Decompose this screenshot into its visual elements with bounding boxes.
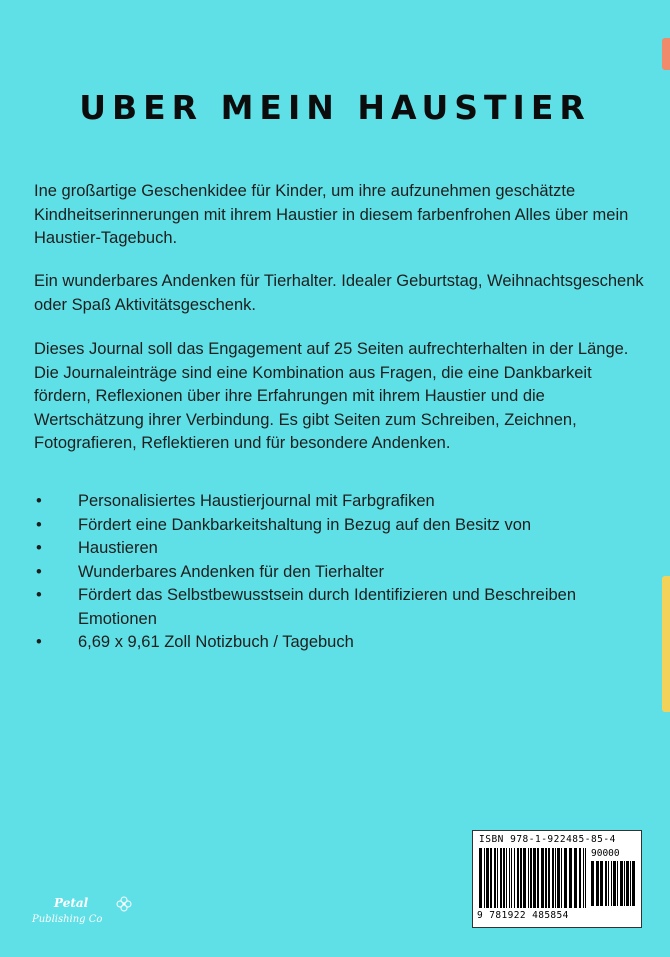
page-title: UBER MEIN HAUSTIER [79, 88, 591, 127]
list-item-text: Wunderbares Andenken für den Tierhalter [78, 562, 385, 581]
barcode-stripe [555, 848, 556, 908]
list-item [34, 631, 644, 655]
barcode-stripe [630, 861, 631, 906]
barcode-stripe [574, 848, 577, 908]
barcode-stripe [585, 848, 586, 908]
barcode-stripe [523, 848, 526, 908]
barcode-stripe [490, 848, 492, 908]
bullet-icon: • [36, 562, 42, 581]
barcode-stripe [613, 861, 616, 906]
publisher-subname: Publishing Co [32, 914, 103, 925]
bullet-icon: • [36, 515, 42, 534]
barcode-stripe [545, 848, 547, 908]
decorative-tab-bottom [662, 576, 670, 712]
flower-icon [116, 896, 132, 912]
barcode-stripe [509, 848, 510, 908]
barcode-stripe [503, 848, 505, 908]
barcode-stripe [497, 848, 498, 908]
addon-code: 90000 [591, 848, 620, 859]
bullet-icon: • [36, 633, 42, 651]
barcode-stripe [494, 848, 496, 908]
addon-barcode-bars [591, 861, 635, 908]
barcode-stripe [500, 848, 502, 908]
list-item-text: Haustieren [78, 539, 158, 557]
barcode-stripe [479, 848, 482, 908]
intro-paragraph: Ine großartige Geschenkidee für Kinder, um ihre aufzunehmen geschätzte Kindheitserinnerungen mit ihrem Haustier in diesem farbenfrohen Alles über mein Haustier-Tagebuch. [34, 182, 629, 247]
decorative-tab-top [662, 38, 670, 70]
barcode-stripe [537, 848, 539, 908]
barcode-stripe [528, 848, 529, 908]
barcode-stripe [517, 848, 519, 908]
list-item-text: Fördert eine Dankbarkeitshaltung in Bezug auf den Besitz von [78, 515, 532, 534]
list-item-text: Personalisiertes Haustierjournal mit Farbgrafiken [78, 492, 435, 510]
barcode-stripe [583, 848, 584, 908]
barcode-stripe [600, 861, 603, 906]
barcode-stripe [548, 848, 550, 908]
description-paragraph: Dieses Journal soll das Engagement auf 25 Seiten aufrechterhalten in der Länge. Die Journaleinträge sind eine Kombination aus Fragen, die eine Dankbarkeit fördern, Reflexionen über ihre Erfahrungen mit ihrem Haustier und die Wertschätzung ihrer Verbindung. Es gibt Seiten zum Schreiben, Zeichnen, Fotografieren, Reflektieren und für besondere Andenken. [34, 340, 629, 452]
bullet-icon: • [36, 492, 42, 510]
barcode-stripe [486, 848, 489, 908]
list-item [34, 490, 644, 514]
keepsake-paragraph: Ein wunderbares Andenken für Tierhalter. Idealer Geburtstag, Weihnachtsgeschenk oder Spaß Aktivitätsgeschenk. [34, 272, 644, 314]
barcode-stripe [520, 848, 522, 908]
barcode-stripe [632, 861, 635, 906]
barcode-stripe [608, 861, 609, 906]
barcode-stripe [511, 848, 512, 908]
barcode-stripe [617, 861, 618, 906]
barcode-stripe [611, 861, 612, 906]
barcode-stripe [514, 848, 515, 908]
publisher-logo [30, 894, 140, 938]
barcode-stripe [541, 848, 544, 908]
barcode-stripe [557, 848, 560, 908]
list-item-text: 6,69 x 9,61 Zoll Notizbuch / Tagebuch [78, 633, 354, 651]
list-item [34, 584, 644, 631]
barcode-bars [479, 848, 587, 912]
list-item [34, 561, 644, 585]
barcode-stripe [564, 848, 567, 908]
list-item-text: Fördert das Selbstbewusstsein durch Identifizieren und Beschreiben Emotionen [78, 586, 577, 628]
barcode-stripe [506, 848, 507, 908]
barcode-stripe [484, 848, 485, 908]
bullet-icon: • [36, 586, 42, 604]
barcode-stripe [530, 848, 532, 908]
barcode-stripe [533, 848, 536, 908]
list-item [34, 514, 644, 538]
barcode-stripe [620, 861, 623, 906]
barcode-stripe [552, 848, 554, 908]
isbn-text: ISBN 978-1-922485-85-4 [479, 834, 616, 845]
barcode-stripe [605, 861, 607, 906]
barcode-stripe [569, 848, 572, 908]
barcode-stripe [626, 861, 629, 906]
publisher-name: Petal [54, 896, 89, 910]
feature-list [34, 490, 644, 655]
barcode-stripe [561, 848, 562, 908]
isbn-barcode [472, 830, 642, 928]
barcode-stripe [579, 848, 581, 908]
bullet-icon: • [36, 539, 42, 557]
barcode-digits: 9 781922 485854 [477, 910, 569, 921]
barcode-stripe [591, 861, 594, 906]
barcode-stripe [596, 861, 599, 906]
list-item [34, 537, 644, 561]
barcode-stripe [624, 861, 625, 906]
